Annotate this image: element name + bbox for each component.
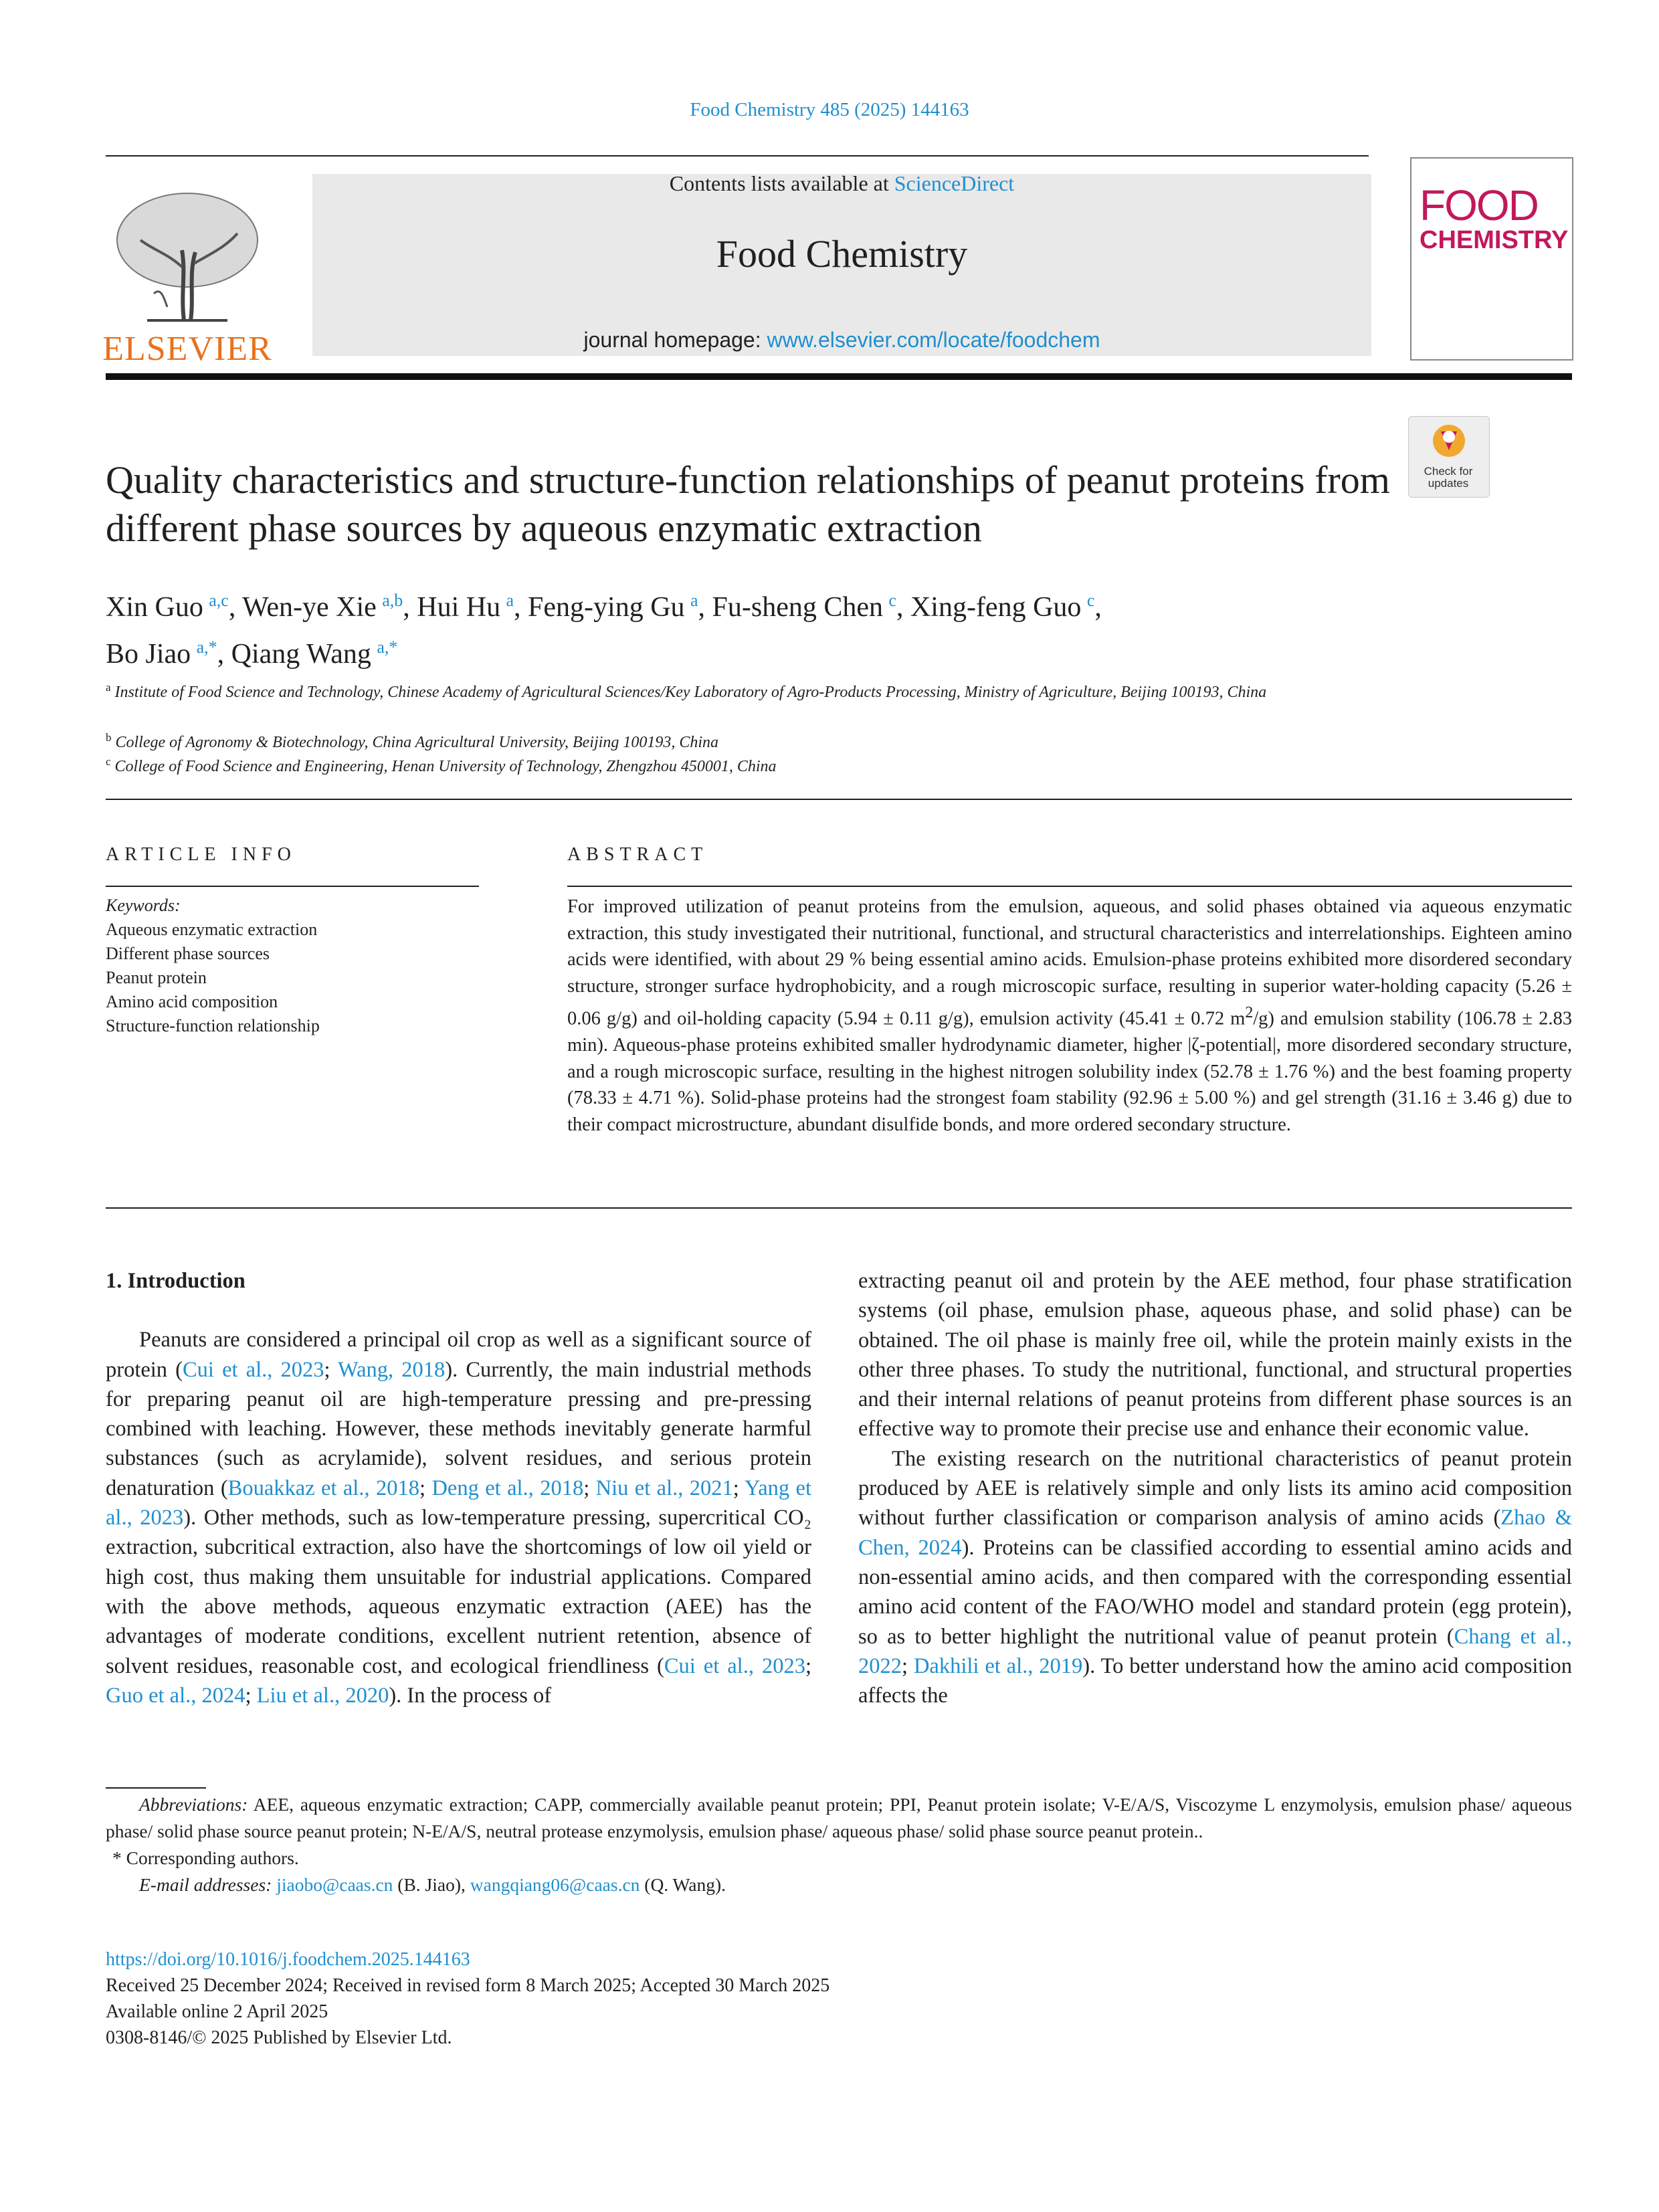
paragraph-text: ;	[902, 1653, 914, 1678]
email-owner-wang: (Q. Wang).	[640, 1874, 726, 1895]
keyword-item: Aqueous enzymatic extraction	[106, 920, 318, 939]
email-label: E-mail addresses:	[139, 1874, 272, 1895]
abstract-text	[567, 894, 1572, 1138]
paragraph-text: The existing research on the nutritional characteristics of peanut protein produced by AEE is relatively simple and only lists its amino acid composition without further classification or comparison analysis of amino acids (	[858, 1446, 1572, 1530]
contents-prefix: Contents lists available at	[669, 171, 894, 195]
footnotes	[106, 1791, 1572, 1898]
affiliation-divider	[106, 799, 1572, 800]
citation-link[interactable]: Liu et al., 2020	[256, 1683, 389, 1708]
affiliation-marker: a	[106, 681, 111, 694]
paragraph-text: ;	[805, 1653, 811, 1678]
journal-name: Food Chemistry	[716, 232, 968, 276]
copyright-line: 0308-8146/© 2025 Published by Elsevier Ltd.	[106, 2027, 452, 2048]
masthead-thick-divider	[106, 373, 1572, 380]
paragraph-text: ;	[419, 1476, 432, 1500]
citation-link[interactable]: Niu et al., 2021	[595, 1476, 733, 1500]
introduction-paragraph-1	[106, 1325, 811, 1710]
paragraph-text: ). To better understand how the amino acid composition affects the	[858, 1653, 1572, 1708]
available-online: Available online 2 April 2025	[106, 2001, 328, 2022]
author-affiliation-marker[interactable]: c	[888, 591, 896, 610]
abbreviations-text: AEE, aqueous enzymatic extraction; CAPP, commercially available peanut protein; PPI, Peanut protein isolate; V-E/A/S, Viscozyme L enzymolysis, emulsion phase/ aqueous phase/ solid phase source peanut protein; N-E/A/S, neutral protease enzymolysis, emulsion phase/ aqueous phase/ solid phase source peanut protein..	[106, 1794, 1572, 1841]
citation-link[interactable]: Chang et al., 2022	[858, 1624, 1572, 1678]
keyword-item: Structure-function relationship	[106, 1016, 320, 1035]
abbreviations-label: Abbreviations:	[139, 1794, 248, 1815]
sciencedirect-link[interactable]: ScienceDirect	[894, 171, 1015, 195]
paragraph-text: ;	[733, 1476, 745, 1500]
affiliation-marker: c	[106, 755, 111, 768]
keyword-item: Different phase sources	[106, 944, 270, 963]
affiliation-text: Institute of Food Science and Technology, Chinese Academy of Agricultural Sciences/Key Laboratory of Agro-Products Processing, Ministry of Agriculture, Beijing 100193, China	[114, 684, 1267, 701]
elsevier-wordmark: ELSEVIER	[102, 330, 272, 368]
author-name[interactable]: Xing-feng Guo	[910, 592, 1087, 623]
body-column-left	[106, 1266, 811, 1710]
author-separator: ,	[1094, 592, 1102, 623]
paragraph-text: ;	[324, 1357, 338, 1382]
email-footnote	[106, 1872, 1572, 1898]
citation-link[interactable]: Yang et al., 2023	[106, 1476, 811, 1530]
footnote-divider	[106, 1787, 206, 1789]
journal-homepage-line	[312, 328, 1371, 353]
citation-link[interactable]: Wang, 2018	[338, 1357, 446, 1382]
author-name[interactable]: Xin Guo	[106, 592, 209, 623]
author-name[interactable]: Wen-ye Xie	[242, 592, 383, 623]
citation-link[interactable]: Guo et al., 2024	[106, 1683, 246, 1708]
contents-available-line	[312, 171, 1371, 196]
article-info-divider	[106, 886, 479, 887]
journal-reference-link[interactable]: Food Chemistry 485 (2025) 144163	[690, 99, 969, 120]
cover-title-food: FOOD	[1420, 181, 1538, 229]
author-name[interactable]: Hui Hu	[417, 592, 506, 623]
author-name[interactable]: Bo Jiao	[106, 639, 197, 670]
author-separator: ,	[217, 639, 231, 670]
introduction-paragraph-1-continued: extracting peanut oil and protein by the AEE method, four phase stratification systems (oil phase, emulsion phase, aqueous phase, and solid phase) can be obtained. The oil phase is mainly free oil, while the protein mainly exists in the other three phases. To study the nutritional, functional, and structural properties and their internal relations of peanut proteins from different phase sources is an effective way to promote their precise use and enhance their economic value.	[858, 1269, 1572, 1441]
introduction-paragraph-2	[858, 1444, 1572, 1711]
journal-homepage-link[interactable]: www.elsevier.com/locate/foodchem	[767, 328, 1100, 352]
article-info-heading: ARTICLE INFO	[106, 844, 296, 865]
author-affiliation-marker[interactable]: a	[690, 591, 698, 610]
received-dates: Received 25 December 2024; Received in revised form 8 March 2025; Accepted 30 March 2025	[106, 1975, 830, 1996]
paragraph-text: ). In the process of	[389, 1683, 552, 1708]
paragraph-text: Peanuts are considered a principal oil crop as well as a significant source of protein (	[106, 1328, 811, 1382]
paragraph-text: ). Proteins can be classified according to essential amino acids and non-essential amino acids, and then compared with the corresponding essential amino acid content of the FAO/WHO model and standard protein (egg protein), so as to better highlight the nutritional value of peanut protein (	[858, 1535, 1572, 1649]
author-affiliation-marker[interactable]: a,c	[209, 591, 229, 610]
homepage-prefix: journal homepage:	[583, 328, 767, 352]
citation-link[interactable]: Cui et al., 2023	[183, 1357, 324, 1382]
author-separator: ,	[403, 592, 417, 623]
header-divider	[106, 155, 1369, 157]
affiliation-marker: b	[106, 731, 112, 744]
corresponding-authors-note: * Corresponding authors.	[112, 1847, 299, 1868]
abstract-part-1: For improved utilization of peanut proteins from the emulsion, aqueous, and solid phases obtained via aqueous enzymatic extraction, this study investigated their nutritional, functional, and structural characteristics and interrelationships. Eighteen amino acids were identified, with about 29 % being essential amino acids. Emulsion-phase proteins exhibited more disordered secondary structure, stronger surface hydrophobicity, and a rough microscopic surface, resulting in superior water-holding capacity (5.26 ± 0.06 g/g) and oil-holding capacity (5.94 ± 0.11 g/g), emulsion activity (45.41 ± 0.72 m	[567, 896, 1572, 1029]
affiliation-text: College of Agronomy & Biotechnology, China Agricultural University, Beijing 100193, China	[115, 734, 718, 751]
citation-link[interactable]: Bouakkaz et al., 2018	[227, 1476, 419, 1500]
doi-link[interactable]: https://doi.org/10.1016/j.foodchem.2025.144163	[106, 1949, 470, 1970]
keyword-item: Amino acid composition	[106, 992, 278, 1011]
abstract-heading: ABSTRACT	[567, 844, 708, 865]
author-list	[106, 581, 1510, 674]
author-name[interactable]: Feng-ying Gu	[528, 592, 690, 623]
citation-link[interactable]: Dakhili et al., 2019	[913, 1653, 1083, 1678]
affiliation-c	[106, 750, 1363, 779]
abstract-superscript: 2	[1245, 1003, 1254, 1021]
abstract-part-2: /g) and emulsion stability (106.78 ± 2.83 min). Aqueous-phase proteins exhibited smaller hydrodynamic diameter, higher |ζ-potential|, more disordered secondary structure, and a rough microscopic surface, resulting in the highest nitrogen solubility index (52.78 ± 1.76 %) and the best foaming property (78.33 ± 4.71 %). Solid-phase proteins had the strongest foam stability (92.96 ± 5.00 %) and gel strength (31.16 ± 3.46 g) due to their compact microstructure, abundant disulfide bonds, and more ordered secondary structure.	[567, 1008, 1572, 1136]
publication-info	[106, 1946, 1444, 2051]
author-separator: ,	[896, 592, 910, 623]
author-affiliation-marker[interactable]: c	[1086, 591, 1095, 610]
citation-link[interactable]: Cui et al., 2023	[664, 1653, 805, 1678]
author-separator: ,	[514, 592, 528, 623]
author-separator: ,	[698, 592, 712, 623]
keyword-item: Peanut protein	[106, 968, 207, 987]
abstract-divider	[567, 886, 1572, 887]
paragraph-text: ). Currently, the main industrial methods for preparing peanut oil are high-temperature pressing and pre-pressing combined with leaching. However, these methods inevitably generate harmful substances (such as acrylamide), solvent residues, and serious protein denaturation (	[106, 1357, 811, 1500]
body-column-right	[858, 1266, 1572, 1710]
check-for-updates-label: Check for updates	[1424, 465, 1473, 490]
affiliation-a	[106, 676, 1363, 704]
cover-title-chemistry: CHEMISTRY	[1420, 226, 1569, 254]
paragraph-text: ;	[583, 1476, 596, 1500]
keywords-label: Keywords:	[106, 896, 181, 915]
abstract-bottom-divider	[106, 1207, 1572, 1209]
citation-link[interactable]: Zhao & Chen, 2024	[858, 1506, 1572, 1560]
citation-link[interactable]: Deng et al., 2018	[431, 1476, 584, 1500]
author-name[interactable]: Fu-sheng Chen	[712, 592, 889, 623]
author-affiliation-marker[interactable]: a	[506, 591, 514, 610]
paragraph-text: ;	[245, 1683, 257, 1708]
keywords-block	[106, 894, 480, 1038]
author-affiliation-marker[interactable]: a,*	[377, 637, 398, 657]
check-updates-icon	[1409, 417, 1489, 464]
section-heading-introduction: 1. Introduction	[106, 1269, 246, 1293]
paragraph-text: ). Other methods, such as low-temperature pressing, supercritical CO₂ extraction, subcritical extraction, also have the shortcomings of low oil yield or high cost, thus making them unsuitable for industrial applications. Compared with the above methods, aqueous enzymatic extraction (AEE) has the advantages of moderate conditions, excellent nutrient retention, absence of solvent residues, reasonable cost, and ecological friendliness (	[106, 1506, 811, 1678]
author-affiliation-marker[interactable]: a,b	[382, 591, 403, 610]
affiliation-text: College of Food Science and Engineering, Henan University of Technology, Zhengzhou 450001, China	[114, 758, 777, 775]
email-link-jiao[interactable]: jiaobo@caas.cn	[276, 1874, 393, 1895]
abbreviations-footnote	[106, 1791, 1572, 1845]
author-affiliation-marker[interactable]: a,*	[196, 637, 217, 657]
email-owner-jiao: (B. Jiao),	[393, 1874, 470, 1895]
article-title: Quality characteristics and structure-function relationships of peanut proteins from different phase sources by aqueous enzymatic extraction	[106, 458, 1390, 550]
author-name[interactable]: Qiang Wang	[231, 639, 377, 670]
author-separator: ,	[228, 592, 243, 623]
email-link-wang[interactable]: wangqiang06@caas.cn	[470, 1874, 640, 1895]
